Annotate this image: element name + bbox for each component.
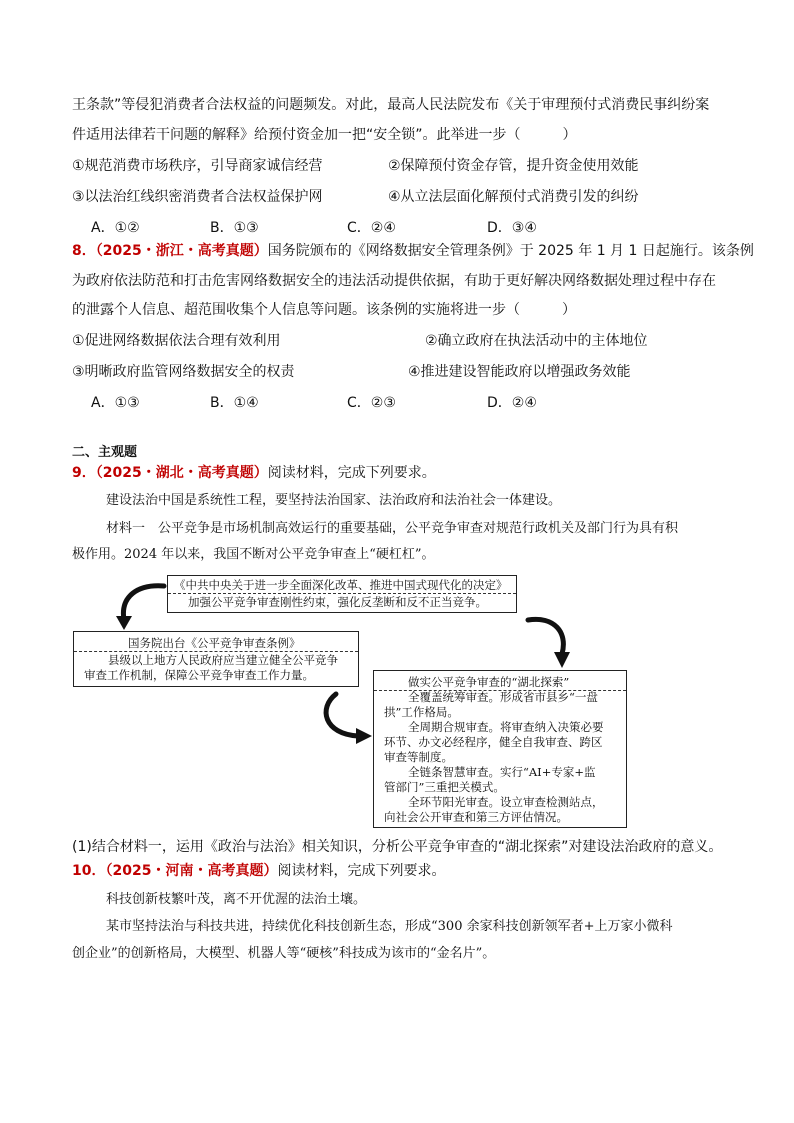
box-hubei-line: 拱”工作格局。 [384,705,459,719]
q8-stem-line1 [72,242,754,260]
box-hubei-line: 全环节阳光审查。设立审查检测站点， [408,795,604,809]
box-hubei-line: 全链条智慧审查。实行“AI+专家+监 [408,765,596,779]
q7-choice-c: C．②④ [347,220,396,236]
q8-choice-b: B．①④ [210,395,259,411]
q8-option-2: ②确立政府在执法活动中的主体地位 [425,333,648,349]
q8-option-4: ④推进建设智能政府以增强政务效能 [408,364,631,380]
q9-header [72,464,436,482]
box-decision-body: 加强公平竞争审查刚性约束，强化反垄断和反不正当竞争。 [188,595,487,609]
q9-source-tag: （2025・湖北・高考真题） [95,465,268,481]
q10-intro: 科技创新枝繁叶茂，离不开优渥的法治土壤。 [106,892,367,907]
q7-option-4: ④从立法层面化解预付式消费引发的纠纷 [388,189,639,205]
q10-line2: 创企业”的创新格局，大模型、机器人等“硬核”科技成为该市的“金名片”。 [72,946,496,961]
q8-number: 8． [72,243,96,259]
q10-header [72,862,445,880]
section-title: 二、主观题 [72,445,138,460]
box-hubei-line: 向社会公开审查和第三方评估情况。 [384,810,568,824]
q10-number: 10． [72,863,106,879]
box-decision-title: 《中共中央关于进一步全面深化改革、推进中国式现代化的决定》 [174,578,508,592]
q9-question-1: (1)结合材料一，运用《政治与法治》相关知识，分析公平竞争审查的“湖北探索”对建设法治政府的意义。 [72,839,723,855]
diagram-box-regulation [73,631,359,687]
q7-choice-d: D．③④ [487,220,537,236]
box-regulation-title: 国务院出台《公平竞争审查条例》 [128,636,301,650]
q7-option-2: ②保障预付资金存管，提升资金使用效能 [388,158,639,174]
q7-stem-line2: 件适用法律若干问题的解释》给预付资金加一把“安全锁”。此举进一步（ ） [72,127,577,143]
box-regulation-line2: 审查工作机制，保障公平竞争审查工作力量。 [84,668,314,682]
box-hubei-line: 审查等制度。 [384,750,453,764]
q7-choice-a: A．①② [91,220,140,236]
diagram-box-decision [167,575,517,613]
q8-source-tag: （2025・浙江・高考真题） [95,243,268,259]
box-hubei-title: 做实公平竞争审查的“湖北探索” [408,675,570,689]
box-hubei-line: 环节、办文必经程序，健全自我审查、跨区 [384,735,603,749]
q9-number: 9． [72,465,96,481]
box-hubei-line: 全覆盖统筹审查。形成省市县乡“一盘 [408,690,598,704]
box-hubei-line: 全周期合规审查。将审查纳入决策必要 [408,720,604,734]
box-regulation-line1: 县级以上地方人民政府应当建立健全公平竞争 [108,653,338,667]
curved-arrow-icon [110,582,170,632]
q10-source-tag: （2025・河南・高考真题） [105,863,278,879]
q9-material1-line2: 极作用。2024 年以来，我国不断对公平竞争审查上“硬杠杠”。 [72,547,435,562]
diagram-box-hubei [373,670,627,828]
q9-prompt: 阅读材料，完成下列要求。 [267,465,436,481]
q8-stem-line2: 为政府依法防范和打击危害网络数据安全的违法活动提供依据，有助于更好解决网络数据处理过程中存在 [72,273,716,289]
q10-prompt: 阅读材料，完成下列要求。 [277,863,446,879]
q7-option-3: ③以法治红线织密消费者合法权益保护网 [72,189,323,205]
q10-line1: 某市坚持法治与科技共进，持续优化科技创新生态，形成“300 余家科技创新领军者+上万家小微科 [106,919,673,934]
q8-choice-c: C．②③ [347,395,396,411]
box-hubei-line: 管部门”三重把关模式。 [384,780,505,794]
q9-intro: 建设法治中国是系统性工程，要坚持法治国家、法治政府和法治社会一体建设。 [106,493,562,508]
q7-stem-line1: 王条款”等侵犯消费者合法权益的问题频发。对此，最高人民法院发布《关于审理预付式消费民事纠纷案 [72,97,710,113]
q8-stem-line3: 的泄露个人信息、超范围收集个人信息等问题。该条例的实施将进一步（ ） [72,302,576,318]
q8-stem-text: 国务院颁布的《网络数据安全管理条例》于 2025 年 1 月 1 日起施行。该条例 [267,243,754,259]
q8-choice-a: A．①③ [91,395,140,411]
q7-option-1: ①规范消费市场秩序，引导商家诚信经营 [72,158,323,174]
q9-material1-line1: 材料一 公平竞争是市场机制高效运行的重要基础，公平竞争审查对规范行政机关及部门行为具有积 [106,521,679,536]
curved-arrow-icon [524,614,574,670]
q8-option-3: ③明晰政府监管网络数据安全的权责 [72,364,295,380]
q7-choice-b: B．①③ [210,220,259,236]
q8-option-1: ①促进网络数据依法合理有效利用 [72,333,281,349]
curved-arrow-icon [318,690,374,746]
q8-choice-d: D．②④ [487,395,537,411]
